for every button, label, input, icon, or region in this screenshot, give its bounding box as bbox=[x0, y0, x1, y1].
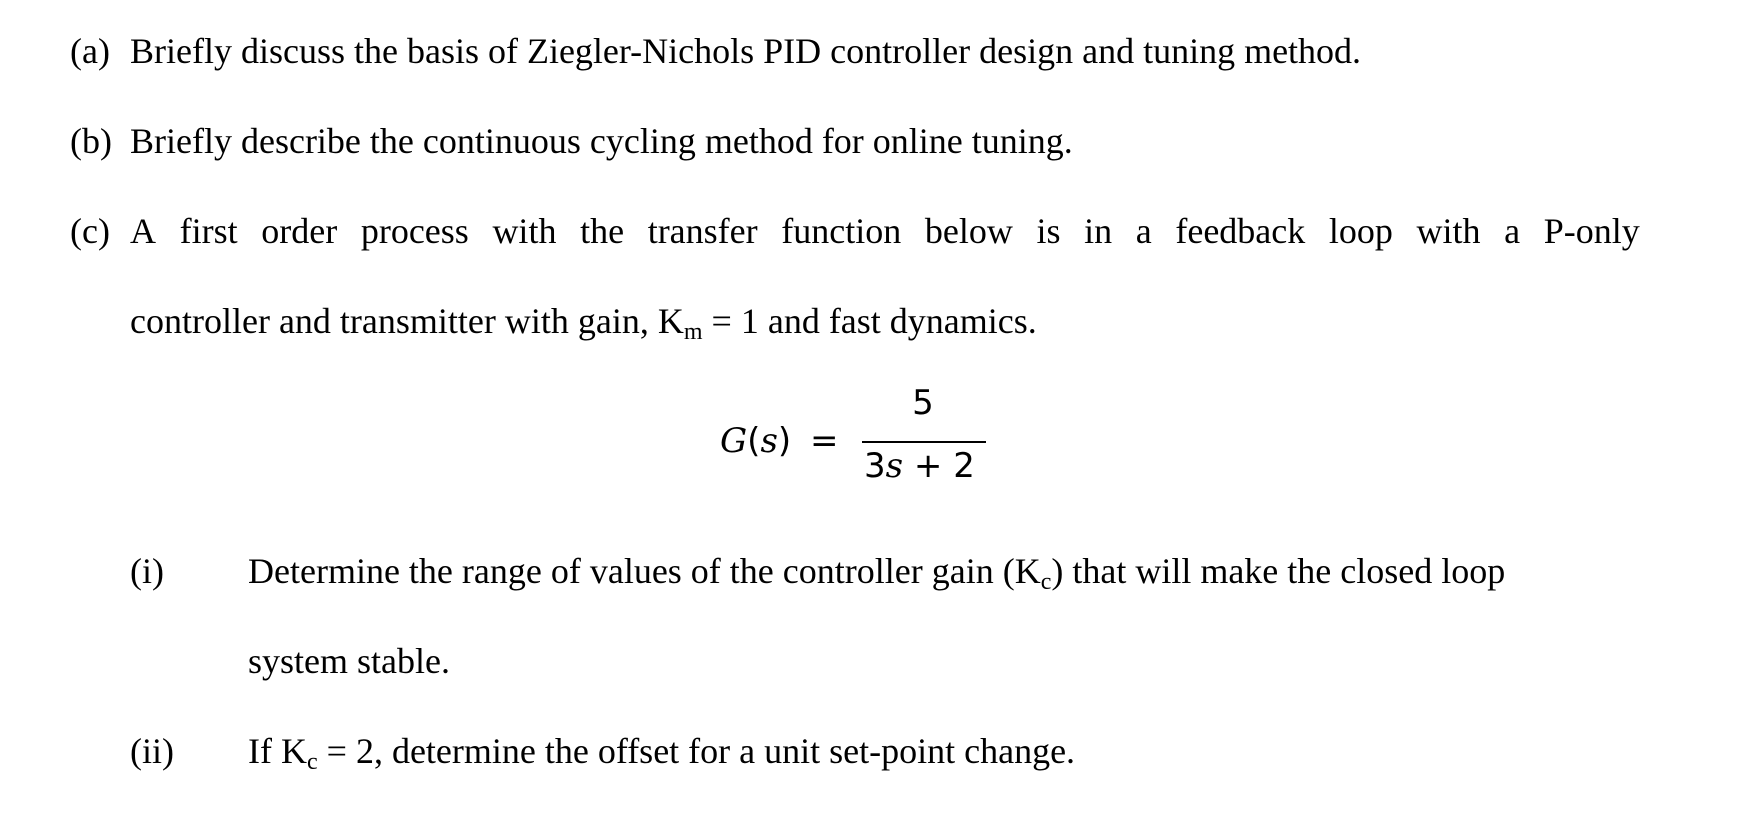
question-c-line-2 bbox=[130, 301, 1037, 345]
sub-question-ii-label: (ii) bbox=[130, 731, 174, 771]
question-c-word: process bbox=[360, 211, 469, 251]
question-c-word: loop bbox=[1328, 211, 1393, 251]
question-c-word: function bbox=[781, 211, 902, 251]
question-c-word: first bbox=[179, 211, 238, 251]
question-b-text: Briefly describe the continuous cycling method for online tuning. bbox=[130, 121, 1073, 161]
equation-denominator-variable: s bbox=[885, 446, 904, 486]
question-c-label: (c) bbox=[70, 211, 110, 251]
question-c-word: with bbox=[1416, 211, 1481, 251]
question-c-line-2-before: controller and transmitter with gain, K bbox=[130, 301, 684, 341]
question-c-word: P-only bbox=[1543, 211, 1640, 251]
sub-question-ii-after: = 2, determine the offset for a unit set-point change. bbox=[317, 731, 1076, 771]
km-subscript: m bbox=[683, 319, 703, 345]
question-c-word: a bbox=[1504, 211, 1521, 251]
question-c-word: order bbox=[261, 211, 338, 251]
equation-numerator: 5 bbox=[912, 383, 934, 423]
question-c-word: is bbox=[1036, 211, 1061, 251]
question-c-line-1 bbox=[130, 213, 1640, 249]
sub-question-i-before: Determine the range of values of the controller gain (K bbox=[248, 551, 1041, 591]
question-c-word: the bbox=[580, 211, 625, 251]
equation-equals-sign: = bbox=[809, 421, 839, 461]
question-b-label: (b) bbox=[70, 121, 112, 161]
equation-lhs-close-paren: ) bbox=[777, 421, 792, 461]
equation-lhs-open-paren: ( bbox=[747, 421, 761, 461]
question-c-line-2-after: = 1 and fast dynamics. bbox=[702, 301, 1037, 341]
question-a bbox=[70, 31, 1362, 71]
fraction-bar bbox=[862, 441, 986, 443]
equation-denominator-rest: + 2 bbox=[903, 446, 975, 486]
sub-question-i-after: ) that will make the closed loop bbox=[1051, 551, 1506, 591]
sub-question-i-line-1 bbox=[248, 551, 1506, 595]
question-c-word: transfer bbox=[647, 211, 758, 251]
question-a-text: Briefly discuss the basis of Ziegler-Nichols PID controller design and tuning method. bbox=[130, 31, 1362, 71]
question-c-word: feedback bbox=[1175, 211, 1306, 251]
question-c-word: in bbox=[1084, 211, 1113, 251]
question-c-word: below bbox=[924, 211, 1013, 251]
sub-question-ii-before: If K bbox=[248, 731, 307, 771]
equation-lhs-variable: s bbox=[760, 421, 778, 461]
question-c-word: a bbox=[1135, 211, 1152, 251]
question-b bbox=[70, 121, 1073, 161]
equation-lhs-function: G bbox=[720, 421, 748, 461]
equation-lhs bbox=[720, 421, 838, 461]
question-a-label: (a) bbox=[70, 31, 110, 71]
sub-question-ii-text bbox=[248, 731, 1076, 775]
kc-subscript-ii: c bbox=[306, 749, 318, 775]
question-c-word: A bbox=[130, 211, 156, 251]
equation-denominator-coefficient: 3 bbox=[864, 446, 886, 486]
equation-denominator bbox=[864, 446, 975, 486]
kc-subscript: c bbox=[1040, 569, 1052, 595]
sub-question-i-line-2: system stable. bbox=[248, 641, 450, 681]
sub-question-i-label: (i) bbox=[130, 551, 164, 591]
question-c-word: with bbox=[492, 211, 557, 251]
